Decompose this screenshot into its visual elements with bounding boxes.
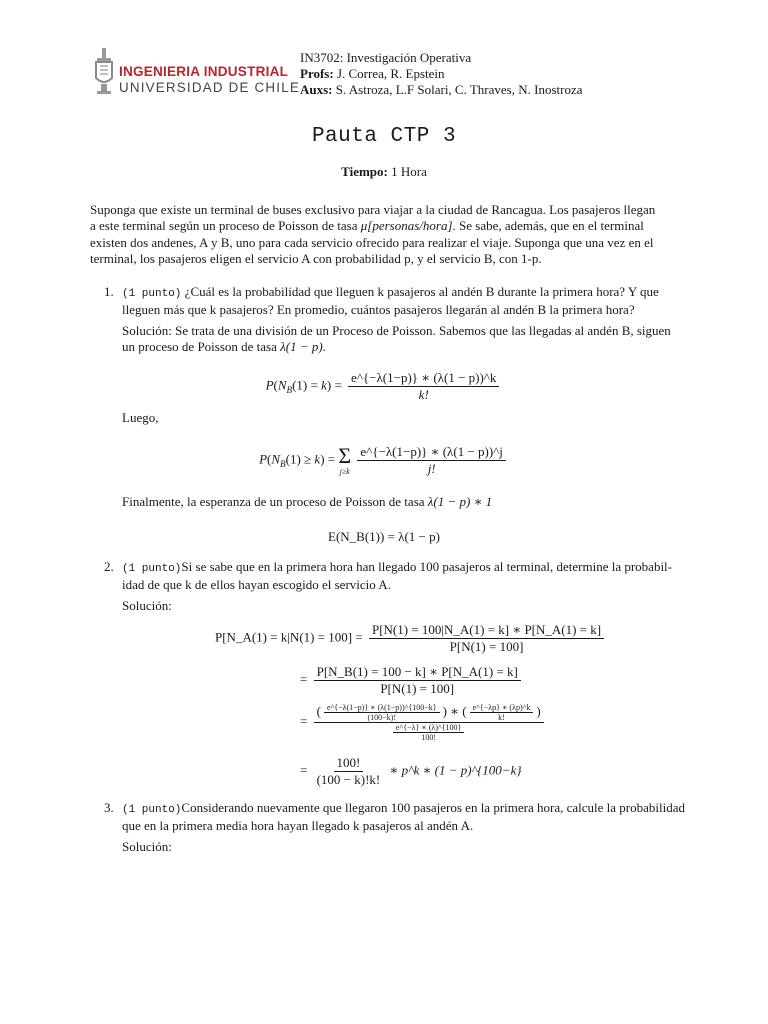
q2-row-2: = $\frac{P[N\_B(1) = 100 - k] ∗ P[N\_A(1) = k]}{P[N(1) = 100]}$ [300, 664, 524, 697]
q2-number: 2. [104, 559, 114, 574]
logo-text-primary: INGENIERIA INDUSTRIAL [119, 64, 289, 79]
final-text: Finalmente, la esperanza de un proceso de Poisson de tasa λ(1 − p) ∗ 1 [122, 494, 493, 509]
crest-icon [93, 48, 115, 94]
question-2: (1 punto)Si se sabe que en la primera hora han llegado 100 pasajeros al terminal, determine la probabil- idad de que k de ellos hayan escogido el servicio A. Solución: [122, 559, 672, 613]
q2-row-1: P[N_A(1) = k|N(1) = 100] = $\frac{P[N(1) = 100|N\_A(1) = k] ∗ P[N\_A(1) = k]}{P[N(1) = 100]}$ [215, 622, 607, 655]
equation-2: $P(N_B(1) \ge k)$ = Σ j≥k $\frac{e\^{}\{-\lambda(1-p)\} ∗ (\lambda(1 - p))\^{}j}{j!}$ [0, 444, 768, 477]
professors: Profs: J. Correa, R. Epstein [300, 66, 445, 81]
page-title: Pauta CTP 3 [311, 125, 457, 148]
logo-text-secondary: UNIVERSIDAD DE CHILE [119, 80, 300, 95]
time-allowed: Tiempo: 1 Hora [341, 164, 427, 179]
question-1: (1 punto) ¿Cuál es la probabilidad que lleguen k pasajeros al andén B durante la primera hora? Y que lleguen más que k pasajeros? En promedio, cuántos pasajeros llegarán al andén B la primera hora? Solución: Se trata de una división de un Proceso de Poisson. Sabemos que las llegadas al andén B, siguen un proceso de Poisson de tasa λ(1 − p). [122, 284, 671, 355]
q2-row-3: = ( $\frac{e\^{}\{-\lambda(1-p)\} ∗ (\lambda(1-p))\^{}\{100-k\}}{(100-k)!}$ ) ∗ ( $\frac{e\^{}\{-\lambda p\} ∗ (\lambda p)\^{}k}{k!}$ ) $\frac{e\^{}\{-\lambda\} ∗ (\lambda)\^{}\{100\}}{100!}$ [300, 703, 547, 742]
q1-number: 1. [104, 284, 114, 299]
luego-text: Luego, [122, 410, 159, 425]
course-info [300, 50, 583, 98]
equation-3: E(N_B(1)) = λ(1 − p) [328, 529, 440, 544]
course-name: IN3702: Investigación Operativa [300, 50, 472, 65]
university-logo [93, 48, 300, 96]
equation-1: $P(N_B(1) = k)$ = $\frac{e\^{}\{-\lambda(1-p)\} ∗ (\lambda(1 - p))\^{}k}{k!}$ [0, 370, 768, 403]
q3-number: 3. [104, 800, 114, 815]
q2-row-4: = $\frac{100!}{(100 - k)!k!}$ ∗ p^k ∗ (1 − p)^{100−k} [300, 755, 522, 787]
intro-paragraph: Suponga que existe un terminal de buses exclusivo para viajar a la ciudad de Rancagua. Los pasajeros llegan a este terminal según un proceso de Poisson de tasa μ[personas/hora]. Se sabe, además, que en el terminal existen dos andenes, A y B, uno para cada servicio ofrecido para realizar el viaje. Suponga que una vez en el terminal, los pasajeros eligen el servicio A con probabilidad p, y el servicio B, con 1-p. [90, 202, 656, 267]
assistants: Auxs: S. Astroza, L.F Solari, C. Thraves, N. Inostroza [300, 82, 583, 97]
question-3: (1 punto)Considerando nuevamente que llegaron 100 pasajeros en la primera hora, calcule la probabilidad que en la primera media hora hayan llegado k pasajeros al andén A. Solución: [122, 800, 685, 854]
